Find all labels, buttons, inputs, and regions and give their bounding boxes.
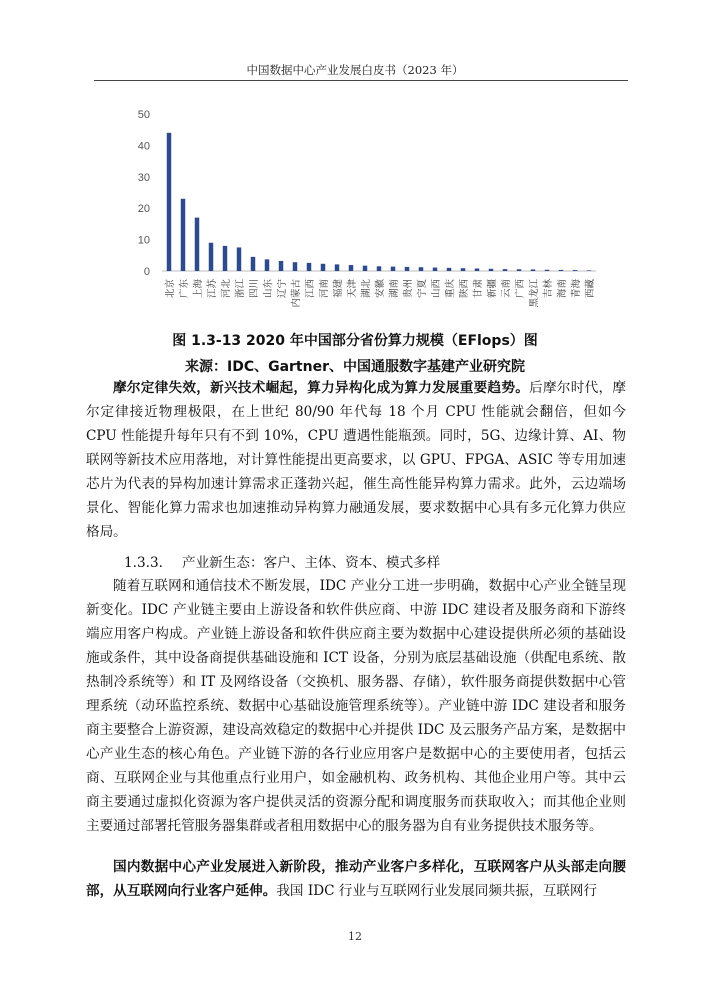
- y-tick-label: 10: [137, 234, 150, 247]
- bar-3: [195, 218, 199, 271]
- x-tick-label: 西藏: [585, 279, 596, 299]
- x-tick-label: 广西: [515, 279, 526, 299]
- x-tick-label: 山西: [431, 279, 442, 299]
- bar-9: [279, 261, 283, 271]
- bar-1: [167, 133, 171, 271]
- x-tick-label: 江苏: [207, 279, 218, 299]
- bar-24: [489, 269, 493, 271]
- x-tick-labels: [164, 279, 596, 308]
- y-tick-label: 20: [137, 203, 150, 216]
- x-tick-label: 北京: [165, 279, 176, 299]
- bar-30: [573, 270, 577, 271]
- bar-13: [335, 264, 339, 271]
- x-tick-label: 浙江: [235, 279, 246, 299]
- bar-12: [321, 264, 325, 271]
- x-tick-label: 陕西: [459, 279, 470, 299]
- section-number: 1.3.3.: [124, 555, 163, 571]
- x-tick-label: 宁夏: [417, 279, 428, 299]
- bar-17: [391, 267, 395, 271]
- x-tick-label: 新疆: [487, 279, 498, 299]
- x-tick-label: 海南: [557, 279, 568, 299]
- paragraph-1-text: 后摩尔时代，摩尔定律接近物理极限，在上世纪 80/90 年代每 18 个月 CPU 性能就会翻倍，但如今 CPU 性能提升每年只有不到 10%，CPU 遭遇性能瓶颈。同时，5G、边缘计算、AI、物联网等新技术应用落地，对计算性能提出更高要求，以 GPU、FPGA、ASIC 等专用加速芯片为代表的异构加速计算需求正蓬勃兴起，催生高性能异构算力需求。此外，云边端场景化、智能化算力需求也加速推动异构算力融通发展，要求数据中心具有多元化算力供应格局。: [86, 380, 626, 540]
- paragraph-3-text: 我国 IDC 行业与互联网行业发展同频共振，互联网行: [276, 883, 598, 899]
- bar-14: [349, 265, 353, 271]
- x-tick-label: 河南: [319, 279, 330, 299]
- bar-28: [545, 270, 549, 271]
- bar-25: [503, 269, 507, 271]
- x-tick-label: 上海: [193, 279, 204, 299]
- x-tick-label: 吉林: [543, 279, 554, 299]
- y-tick-label: 50: [137, 109, 150, 121]
- bar-26: [517, 269, 521, 271]
- bar-20: [433, 268, 437, 271]
- bar-7: [251, 257, 255, 271]
- x-tick-label: 黑龙江: [529, 279, 540, 308]
- bar-8: [265, 259, 269, 271]
- bar-19: [419, 267, 423, 271]
- running-header: 中国数据中心产业发展白皮书（2023 年）: [246, 63, 464, 77]
- bar-2: [181, 199, 185, 271]
- bar-29: [559, 270, 563, 271]
- bar-31: [587, 270, 591, 271]
- x-tick-label: 辽宁: [277, 279, 288, 299]
- y-tick-label: 30: [137, 171, 150, 184]
- bar-chart: [118, 100, 618, 320]
- bar-22: [461, 268, 465, 271]
- bar-5: [223, 246, 227, 271]
- x-tick-label: 安徽: [375, 279, 386, 299]
- bar-27: [531, 269, 535, 271]
- bar-15: [363, 266, 367, 271]
- bar-23: [475, 268, 479, 271]
- bar-16: [377, 266, 381, 271]
- x-tick-label: 湖北: [361, 279, 372, 299]
- x-tick-label: 江西: [305, 279, 316, 299]
- x-tick-label: 天津: [347, 279, 358, 299]
- bar-21: [447, 268, 451, 271]
- x-tick-label: 甘肃: [473, 279, 484, 299]
- paragraph-2-text: 随着互联网和通信技术不断发展，IDC 产业分工进一步明确，数据中心产业全链呈现新变化。IDC 产业链主要由上游设备和软件供应商、中游 IDC 建设者及服务商和下游终端应用客户构成。产业链上游设备和软件供应商主要为数据中心建设提供所必须的基础设施或条件，其中设备商提供基础设施和 ICT 设备，分别为底层基础设施（供配电系统、散热制冷系统等）和 IT 及网络设备（交换机、服务器、存储），软件服务商提供数据中心管理系统（动环监控系统、数据中心基础设施管理系统等）。产业链中游 IDC 建设者和服务商主要整合上游资源，建设高效稳定的数据中心并提供 IDC 及云服务产品方案，是数据中心产业生态的核心角色。产业链下游的各行业应用客户是数据中心的主要使用者，包括云商、互联网企业与其他重点行业用户，如金融机构、政务机构、其他企业用户等。其中云商主要通过虚拟化资源为客户提供灵活的资源分配和调度服务而获取收入；而其他企业则主要通过部署托管服务器集群或者租用数据中心的服务器为自有业务提供技术服务等。: [86, 578, 626, 834]
- y-axis: [138, 109, 150, 278]
- paragraph-1-lead: 摩尔定律失效，新兴技术崛起，算力异构化成为算力发展重要趋势。: [113, 380, 530, 396]
- figure-caption: 图 1.3-13 2020 年中国部分省份算力规模（EFlops）图: [172, 333, 538, 349]
- bar-4: [209, 243, 213, 271]
- x-tick-label: 广东: [179, 279, 190, 299]
- section-heading: [124, 551, 440, 571]
- x-tick-label: 贵州: [403, 279, 414, 299]
- x-tick-label: 河北: [221, 279, 232, 299]
- paragraph-3-lead: 国内数据中心产业发展进入新阶段，推动产业客户多样化，互联网客户从头部走向腰部，从互联网向行业客户延伸。: [86, 859, 626, 899]
- bar-18: [405, 267, 409, 271]
- x-tick-label: 福建: [333, 279, 344, 299]
- y-tick-label: 40: [137, 140, 150, 153]
- x-tick-label: 内蒙古: [291, 279, 302, 308]
- paragraph-3: [86, 855, 626, 903]
- x-tick-label: 山东: [263, 279, 274, 299]
- paragraph-2: [86, 574, 626, 838]
- page-number: 12: [348, 930, 362, 943]
- x-tick-label: 青海: [571, 279, 582, 299]
- x-tick-label: 云南: [501, 279, 512, 299]
- bar-11: [307, 263, 311, 271]
- bars: [167, 133, 591, 271]
- header-rule: [94, 80, 628, 81]
- bar-6: [237, 247, 241, 271]
- y-tick-label: 0: [143, 266, 150, 278]
- paragraph-1: [86, 376, 626, 544]
- section-title: 产业新生态：客户、主体、资本、模式多样: [182, 555, 441, 571]
- x-tick-label: 四川: [249, 279, 260, 299]
- x-tick-label: 重庆: [445, 279, 456, 299]
- x-tick-label: 湖南: [389, 279, 400, 299]
- figure-source: 来源：IDC、Gartner、中国通服数字基建产业研究院: [184, 359, 525, 375]
- bar-10: [293, 262, 297, 271]
